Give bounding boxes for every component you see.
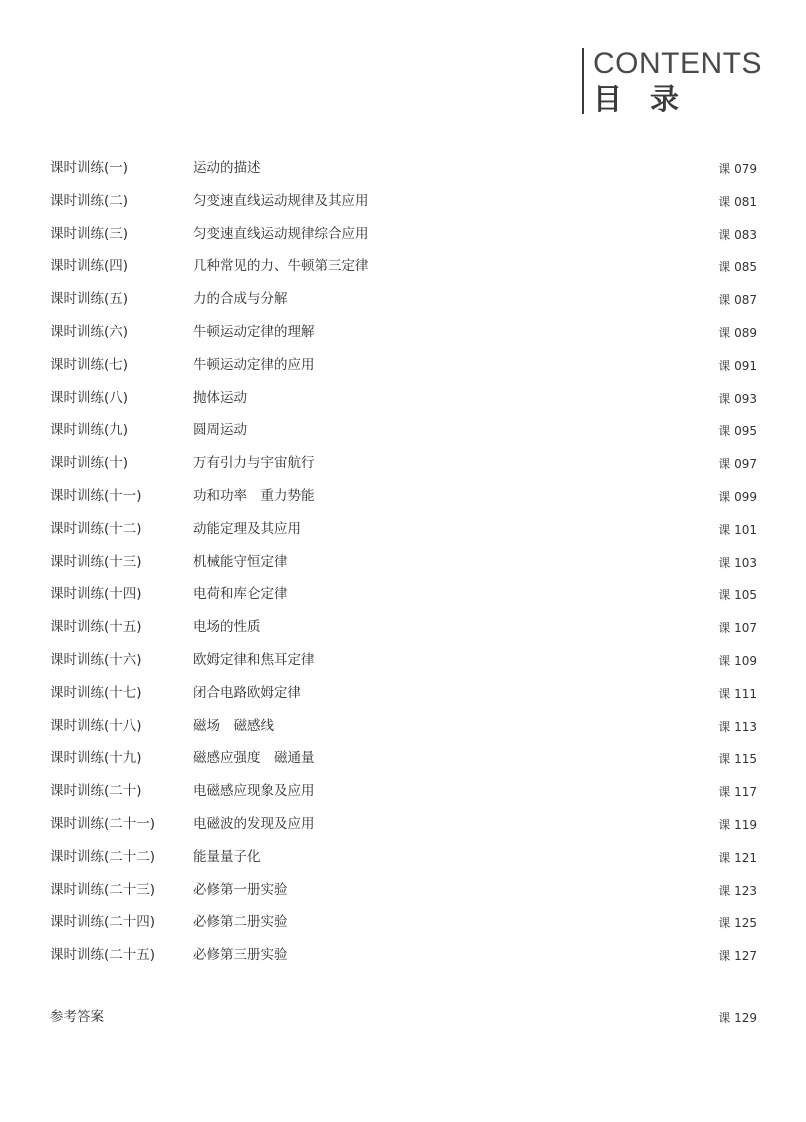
toc-entry[interactable] — [50, 187, 757, 220]
toc-entry-label: 课时训练(二十五) — [50, 947, 156, 964]
contents-header — [582, 48, 762, 114]
toc-entry[interactable] — [50, 515, 757, 548]
answers-page-number: 课 129 — [718, 1011, 757, 1025]
toc-entry-label: 课时训练(二十二) — [50, 848, 156, 865]
toc-entry-title: 磁场 磁感线 — [193, 717, 274, 734]
toc-entry-label: 课时训练(四) — [50, 258, 129, 275]
toc-entry-page-number: 课 105 — [718, 588, 757, 603]
toc-entry[interactable] — [50, 285, 757, 318]
toc-entry-title: 万有引力与宇宙航行 — [193, 455, 315, 472]
toc-entry-label: 课时训练(七) — [50, 356, 129, 373]
toc-entry-page-number: 课 091 — [718, 358, 757, 373]
toc-entry[interactable] — [50, 416, 757, 449]
toc-entry-page-number: 课 099 — [718, 489, 757, 504]
toc-entry-page-number: 课 107 — [718, 621, 757, 636]
toc-entry-page-number: 课 097 — [718, 457, 757, 472]
toc-entry-label: 课时训练(十九) — [50, 750, 142, 767]
toc-entry-label: 课时训练(十一) — [50, 487, 142, 504]
toc-entry-label: 课时训练(三) — [50, 225, 129, 242]
toc-entry-page-number: 课 095 — [718, 424, 757, 439]
toc-entry-title: 闭合电路欧姆定律 — [193, 684, 301, 701]
toc-entry[interactable] — [50, 876, 757, 909]
toc-entry-page-number: 课 113 — [718, 719, 757, 734]
toc-entry-title: 电荷和库仑定律 — [193, 586, 288, 603]
toc-entry[interactable] — [50, 679, 757, 712]
toc-entry-page-number: 课 103 — [718, 555, 757, 570]
toc-entry-title: 圆周运动 — [193, 422, 247, 439]
toc-entry-title: 必修第二册实验 — [193, 914, 288, 931]
toc-entry-title: 欧姆定律和焦耳定律 — [193, 651, 315, 668]
toc-entry-title: 电磁波的发现及应用 — [193, 815, 315, 832]
toc-entry-title: 匀变速直线运动规律及其应用 — [193, 192, 369, 209]
answers-entry[interactable] — [50, 1003, 757, 1033]
toc-entry-page-number: 课 119 — [718, 817, 757, 832]
toc-entry-page-number: 课 115 — [718, 752, 757, 767]
table-of-contents — [50, 154, 757, 974]
toc-entry-title: 运动的描述 — [193, 160, 261, 176]
toc-entry-title: 磁感应强度 磁通量 — [193, 750, 315, 767]
toc-entry-page-number: 课 085 — [718, 260, 757, 275]
toc-entry[interactable] — [50, 712, 757, 745]
toc-entry[interactable] — [50, 810, 757, 843]
toc-entry-page-number: 课 087 — [718, 293, 757, 308]
toc-entry-title: 必修第一册实验 — [193, 881, 288, 898]
toc-entry[interactable] — [50, 154, 757, 187]
toc-entry-label: 课时训练(十六) — [50, 651, 142, 668]
toc-entry-title: 机械能守恒定律 — [193, 553, 288, 570]
answers-label: 参考答案 — [50, 1009, 104, 1025]
toc-entry[interactable] — [50, 548, 757, 581]
toc-entry[interactable] — [50, 580, 757, 613]
toc-entry-page-number: 课 083 — [718, 227, 757, 242]
toc-entry-label: 课时训练(十七) — [50, 684, 142, 701]
toc-entry-title: 能量量子化 — [193, 848, 261, 865]
toc-entry[interactable] — [50, 351, 757, 384]
toc-entry-title: 电场的性质 — [193, 619, 261, 636]
toc-entry[interactable] — [50, 777, 757, 810]
toc-entry-page-number: 课 111 — [718, 686, 757, 701]
toc-entry-label: 课时训练(一) — [50, 160, 129, 176]
toc-entry[interactable] — [50, 613, 757, 646]
contents-title-cn: 目录 — [593, 82, 708, 116]
toc-entry-title: 牛顿运动定律的应用 — [193, 356, 315, 373]
toc-entry[interactable] — [50, 384, 757, 417]
toc-entry-label: 课时训练(六) — [50, 323, 129, 340]
toc-entry-page-number: 课 079 — [718, 162, 757, 176]
toc-entry-label: 课时训练(十五) — [50, 619, 142, 636]
toc-entry[interactable] — [50, 843, 757, 876]
toc-entry-label: 课时训练(十) — [50, 455, 129, 472]
toc-entry[interactable] — [50, 482, 757, 515]
toc-entry-page-number: 课 089 — [718, 325, 757, 340]
toc-entry[interactable] — [50, 941, 757, 974]
toc-entry-title: 力的合成与分解 — [193, 291, 288, 308]
toc-entry-page-number: 课 127 — [718, 949, 757, 964]
toc-entry-label: 课时训练(十二) — [50, 520, 142, 537]
toc-entry-label: 课时训练(九) — [50, 422, 129, 439]
toc-entry-label: 课时训练(二十三) — [50, 881, 156, 898]
toc-entry-page-number: 课 125 — [718, 916, 757, 931]
contents-title-en: CONTENTS — [593, 47, 762, 80]
toc-entry-label: 课时训练(八) — [50, 389, 129, 406]
toc-entry-title: 电磁感应现象及应用 — [193, 783, 315, 800]
toc-entry[interactable] — [50, 449, 757, 482]
toc-entry-label: 课时训练(十八) — [50, 717, 142, 734]
toc-entry-title: 动能定理及其应用 — [193, 520, 301, 537]
toc-entry-page-number: 课 093 — [718, 391, 757, 406]
toc-entry-page-number: 课 117 — [718, 785, 757, 800]
toc-entry-page-number: 课 081 — [718, 194, 757, 209]
toc-entry[interactable] — [50, 318, 757, 351]
toc-entry-label: 课时训练(五) — [50, 291, 129, 308]
toc-entry-page-number: 课 101 — [718, 522, 757, 537]
toc-entry[interactable] — [50, 252, 757, 285]
toc-entry-label: 课时训练(十四) — [50, 586, 142, 603]
toc-entry[interactable] — [50, 744, 757, 777]
toc-entry-title: 牛顿运动定律的理解 — [193, 323, 315, 340]
toc-entry-page-number: 课 123 — [718, 883, 757, 898]
toc-entry-page-number: 课 109 — [718, 653, 757, 668]
toc-entry[interactable] — [50, 908, 757, 941]
toc-entry-label: 课时训练(二十) — [50, 783, 142, 800]
toc-entry-label: 课时训练(二十一) — [50, 815, 156, 832]
toc-entry-title: 功和功率 重力势能 — [193, 487, 315, 504]
toc-entry-page-number: 课 121 — [718, 850, 757, 865]
toc-entry-title: 必修第三册实验 — [193, 947, 288, 964]
toc-entry[interactable] — [50, 646, 757, 679]
toc-entry-label: 课时训练(二) — [50, 192, 129, 209]
toc-entry-label: 课时训练(十三) — [50, 553, 142, 570]
toc-entry-title: 几种常见的力、牛顿第三定律 — [193, 258, 369, 275]
toc-entry[interactable] — [50, 220, 757, 253]
toc-entry-title: 抛体运动 — [193, 389, 247, 406]
toc-entry-label: 课时训练(二十四) — [50, 914, 156, 931]
toc-entry-title: 匀变速直线运动规律综合应用 — [193, 225, 369, 242]
